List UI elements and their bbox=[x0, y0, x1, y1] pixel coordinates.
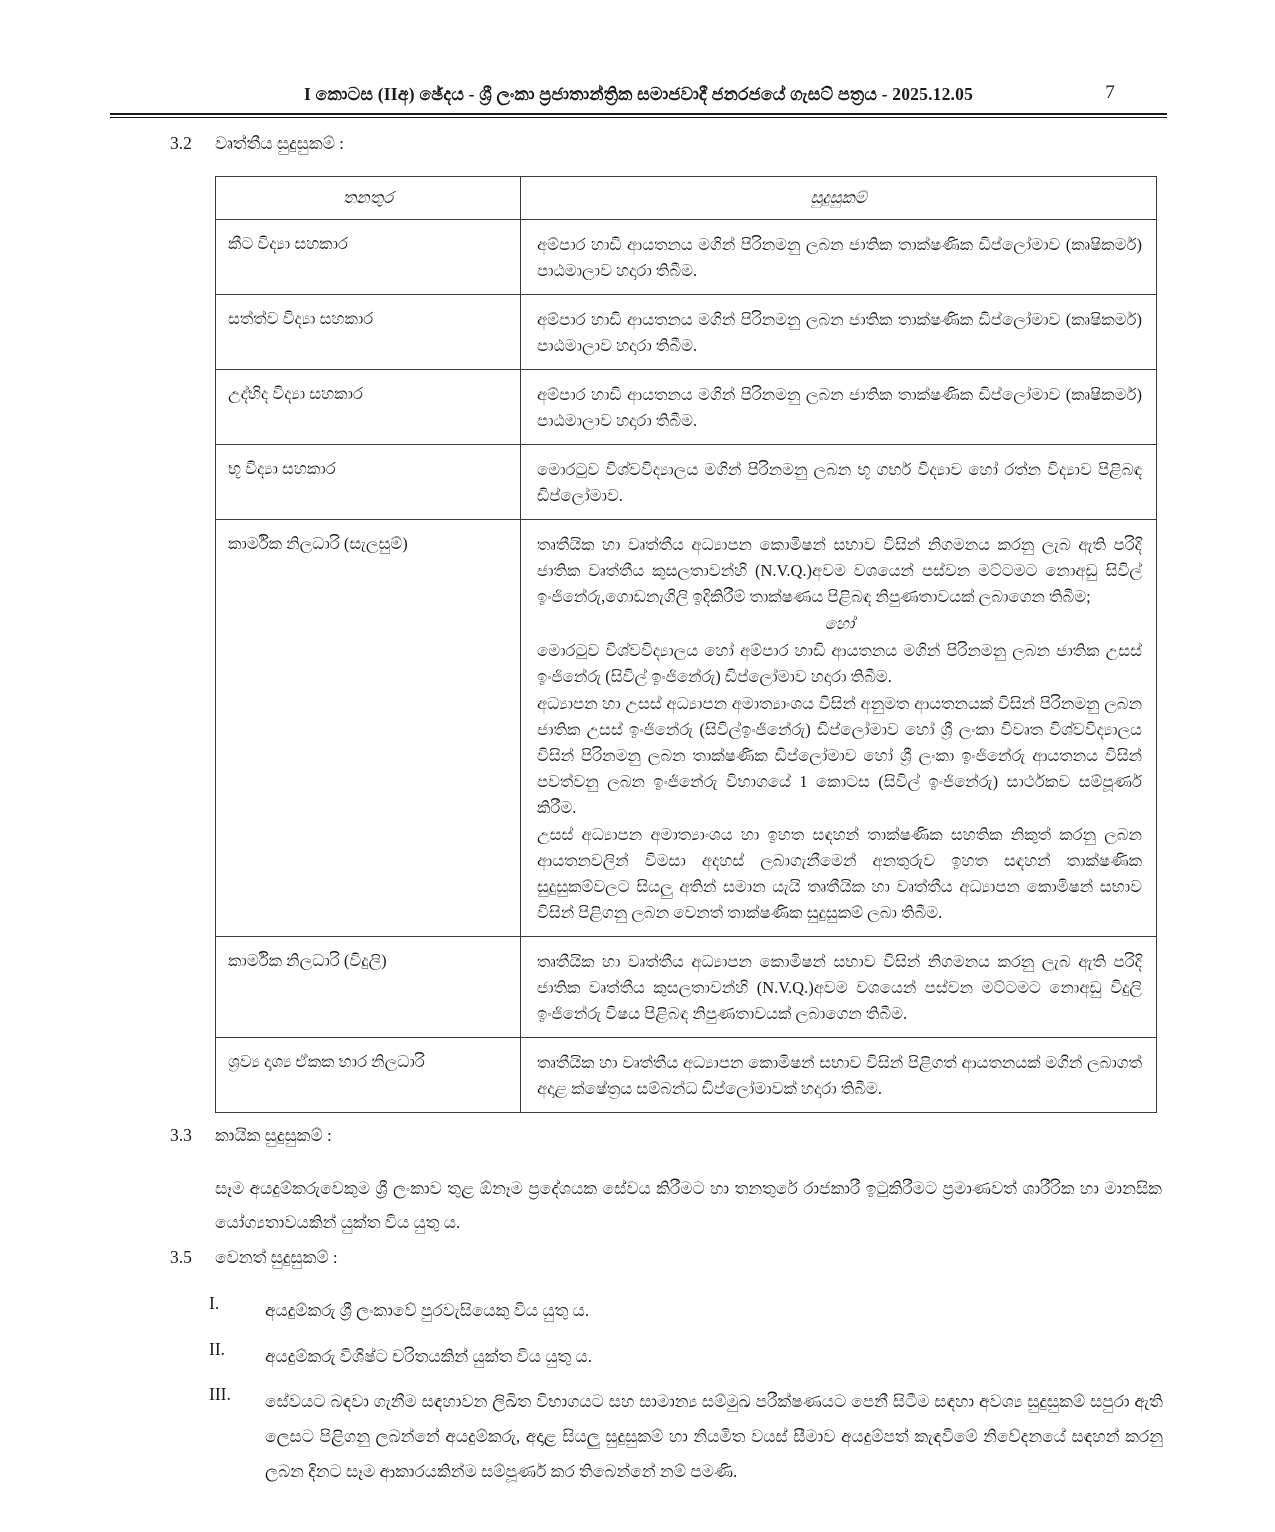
section-3-3-paragraph: සෑම අයදුම්කරුවෙකුම ශ්‍රී ලංකාව තුළ ඕනෑම ප්‍රදේශයක සේවය කිරීමට හා තනතුරේ රාජකාරී ඉටුකිරීමට ප්‍රමාණවත් ශාරීරික හා මානසික යෝග්‍යතාවයකින් යුක්ත විය යුතු ය. bbox=[215, 1179, 1162, 1232]
qualification-text: අම්පාර හාඩි ආයතනය මගින් පිරිනමනු ලබන ජාතික තාක්ෂණික ඩිප්ලෝමාව (කෘෂිකර්ම) පාඨමාලාව හදාරා තිබීම. bbox=[537, 235, 1142, 280]
section-number: 3.3 bbox=[170, 1125, 192, 1145]
table-row bbox=[216, 445, 1157, 520]
table-row bbox=[216, 220, 1157, 295]
table-row bbox=[216, 295, 1157, 370]
section-3-3-heading bbox=[170, 1125, 332, 1146]
section-3-5-heading bbox=[170, 1247, 338, 1268]
list-item-text: සේවයට බඳවා ගැනීම සඳහාවන ලිඛිත විභාගයට සහ සාමාන්‍ය සම්මුඛ පරීක්ෂණයට පෙනී සිටීම සඳහා අවශ්‍ය සුදුසුකම් සපුරා ඇති ලෙසට පිළිගනු ලබන්නේ අයදුම්කරු, අදාළ සියලු සුදුසුකම් හා නියමිත වයස් සීමාව අයදුම්පත් කැඳවීමේ නිවේදනයේ සඳහන් කරනු ලබන දිනට සෑම ආකාරයකින්ම සම්පූර්ණ කර තිබෙන්නේ නම් පමණි. bbox=[265, 1392, 1163, 1481]
post-name: උද්භිද විද්‍යා සහකාර bbox=[216, 370, 521, 445]
page-header bbox=[110, 84, 1167, 105]
section-title: වෙනත් සුදුසුකම් : bbox=[215, 1248, 338, 1267]
roman-numeral: I. bbox=[209, 1293, 220, 1313]
qualification-text: මොරටුව විශ්වවිද්‍යාලය හෝ අම්පාර හාඩි ආයතනය මගින් පිරිනමනු ලබන ජාතික උසස් ඉංජිනේරු (සිවිල් ඉංජිනේරු) ඩිප්ලෝමාව හදාරා තිබීම. bbox=[537, 641, 1142, 686]
gazette-title: I කොටස (IIඅ) ඡේදය - ශ්‍රී ලංකා ප්‍රජාතාන්ත්‍රික සමාජවාදී ජනරජයේ ගැසට් පත්‍රය - 2025.12.05 bbox=[303, 84, 974, 104]
column-header-qualification: සුදුසුකම් bbox=[521, 177, 1157, 220]
post-name: භූ විද්‍යා සහකාර bbox=[216, 445, 521, 520]
section-number: 3.5 bbox=[170, 1247, 192, 1267]
section-title: කායික සුදුසුකම් : bbox=[215, 1126, 332, 1145]
qualification-text: අම්පාර හාඩි ආයතනය මගින් පිරිනමනු ලබන ජාතික තාක්ෂණික ඩිප්ලෝමාව (කෘෂිකර්ම) පාඨමාලාව හදාරා තිබීම. bbox=[537, 310, 1142, 355]
table-row bbox=[216, 520, 1157, 937]
post-name: කාර්මික නිලධාරි (සැලසුම්) bbox=[216, 520, 521, 937]
page-number: 7 bbox=[1105, 82, 1115, 103]
list-item-text: අයදුම්කරු විශිෂ්ට චරිතයකින් යුක්ත විය යුතු ය. bbox=[265, 1347, 592, 1366]
post-name: ශ්‍රව්‍ය දෘශ්‍ය ඒකක භාර නිලධාරි bbox=[216, 1038, 521, 1113]
qualification-text: තෘතීයික හා වෘත්තීය අධ්‍යාපන කොමිෂන් සභාව විසින් නිගමනය කරනු ලැබ ඇති පරිදි ජාතික වෘත්තීය කුසලතාවන්හි (N.V.Q.)අවම වශයෙන් පස්වන මට්ටමට නොඅඩු සිවිල් ඉංජිනේරු,ගොඩනැගිලි ඉදිකිරීම් තාක්ෂණය පිළිබඳ නිපුණතාවයක් ලබාගෙන තිබීම; bbox=[537, 535, 1142, 606]
column-header-post: තනතුර bbox=[216, 177, 521, 220]
post-name: සත්ත්ව විද්‍යා සහකාර bbox=[216, 295, 521, 370]
qualification-text: අධ්‍යාපන හා උසස් අධ්‍යාපන අමාත්‍යාංශය විසින් අනුමත ආයතනයක් විසින් පිරිනමනු ලබන ජාතික උසස් ඉංජිනේරු (සිවිල්ඉංජිනේරු) ඩිප්ලෝමාව හෝ ශ්‍රී ලංකා විවෘත විශ්වවිද්‍යාලය විසින් පිරිනමනු ලබන තාක්ෂණික ඩිප්ලෝමාව හෝ ශ්‍රී ලංකා ඉංජිනේරු ආයතනය විසින් පවත්වනු ලබන ඉංජිනේරු විභාගයේ 1 කොටස (සිවිල් ඉංජිනේරු) සාර්ථකව සම්පූර්ණ කිරීම. bbox=[537, 694, 1142, 817]
table-header-row bbox=[216, 177, 1157, 220]
list-item-text: අයදුම්කරු ශ්‍රී ලංකාවේ පුරවැසියෙකු විය යුතු ය. bbox=[265, 1301, 590, 1320]
qualification-text: මොරටුව විශ්වවිද්‍යාලය මගින් පිරිනමනු ලබන භූ ගර්භ විද්‍යාව හෝ රත්න විද්‍යාව පිළිබඳ ඩිප්ලෝමාව. bbox=[537, 460, 1142, 505]
qualification-text: තෘතීයික හා වෘත්තීය අධ්‍යාපන කොමිෂන් සභාව විසින් පිළිගත් ආයතනයක් මගින් ලබාගත් අදාළ ක්ෂේත්‍රය සම්බන්ධ ඩිප්ලෝමාවක් හදාරා තිබීම. bbox=[537, 1053, 1142, 1098]
table-row bbox=[216, 1038, 1157, 1113]
table-row bbox=[216, 370, 1157, 445]
list-item bbox=[209, 1293, 1163, 1328]
section-number: 3.2 bbox=[170, 133, 192, 153]
qualifications-table bbox=[215, 176, 1157, 1113]
list-item bbox=[209, 1339, 1163, 1374]
roman-numeral: III. bbox=[209, 1384, 231, 1404]
or-separator: හෝ bbox=[824, 614, 855, 633]
section-title: වෘත්තීය සුදුසුකම් : bbox=[215, 134, 344, 153]
roman-numeral: II. bbox=[209, 1339, 226, 1359]
qualification-text: තෘතීයික හා වෘත්තීය අධ්‍යාපන කොමිෂන් සභාව විසින් නිගමනය කරනු ලැබ ඇති පරිදි ජාතික වෘත්තීය කුසලතාවන්හි (N.V.Q.)අවම වශයෙන් පස්වන මට්ටමට නොඅඩු විදුලි ඉංජිනේරු විෂය පිළිබඳ නිපුණතාවයක් ලබාගෙන තිබීම. bbox=[537, 952, 1142, 1023]
list-item bbox=[209, 1384, 1163, 1489]
qualification-text: අම්පාර හාඩි ආයතනය මගින් පිරිනමනු ලබන ජාතික තාක්ෂණික ඩිප්ලෝමාව (කෘෂිකර්ම) පාඨමාලාව හදාරා තිබීම. bbox=[537, 385, 1142, 430]
section-3-2-heading bbox=[170, 133, 344, 154]
header-divider bbox=[110, 113, 1167, 118]
post-name: කාර්මික නිලධාරි (විදුලි) bbox=[216, 937, 521, 1038]
post-name: කීට විද්‍යා සහකාර bbox=[216, 220, 521, 295]
table-row bbox=[216, 937, 1157, 1038]
qualification-text: උසස් අධ්‍යාපන අමාත්‍යාංශය හා ඉහත සඳහන් තාක්ෂණික සහතික නිකුත් කරනු ලබන ආයතනවලින් විමසා අදහස් ලබාගැනීමෙන් අනතුරුව ඉහත සඳහන් තාක්ෂණික සුදුසුකම්වලට සියලු අතින් සමාන යැයි තෘතීයික හා වෘත්තීය අධ්‍යාපන කොමිෂන් සභාව විසින් පිළිගනු ලබන වෙනත් තාක්ෂණික සුදුසුකම් ලබා තිබීම. bbox=[537, 825, 1142, 922]
